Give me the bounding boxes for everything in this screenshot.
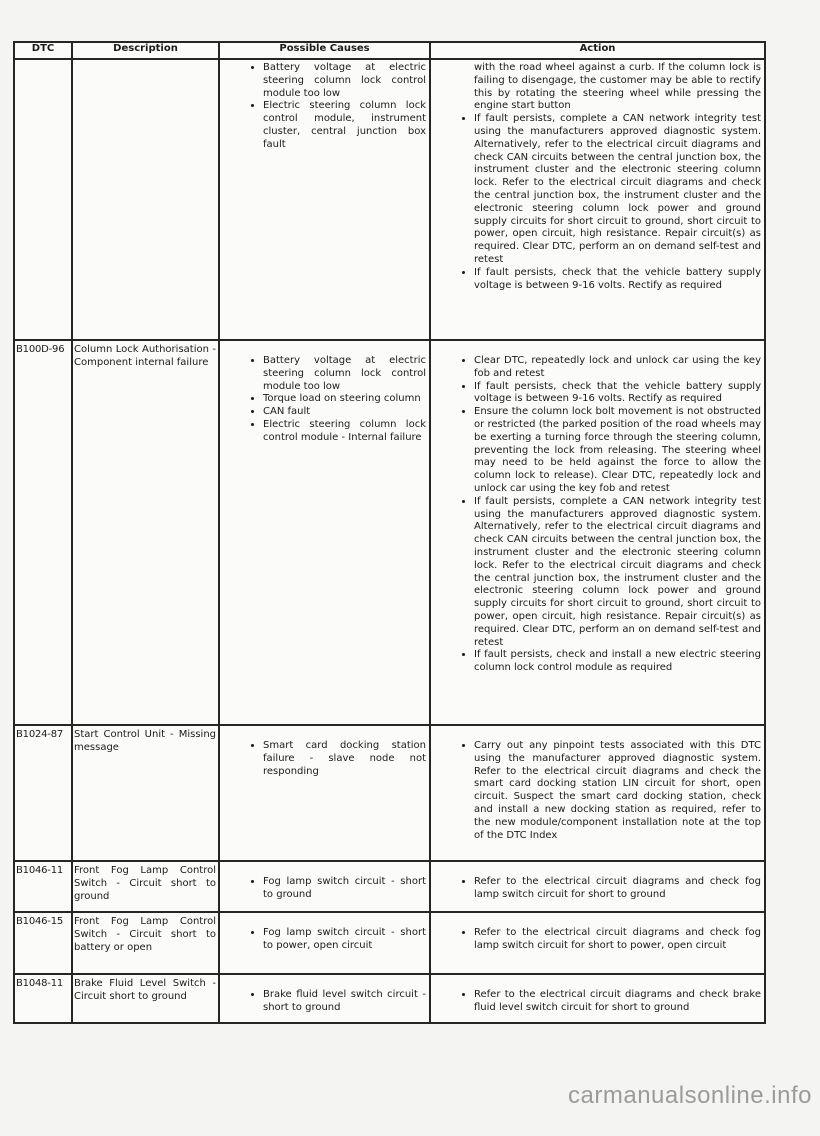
cause-item: • Torque load on steering column <box>263 393 426 406</box>
column-header-description: Description <box>72 42 219 59</box>
dtc-cell: B100D-96 <box>14 340 72 725</box>
action-cell <box>430 59 765 340</box>
dtc-cell: B1024-87 <box>14 725 72 861</box>
action-cell <box>430 974 765 1023</box>
action-continuation-text: with the road wheel against a curb. If the column lock is failing to disengage, the customer may be able to rectify this by rotating the steering wheel while pressing the engine start button <box>474 62 761 112</box>
action-list <box>431 876 761 902</box>
column-header-dtc: DTC <box>14 42 72 59</box>
column-header-action: Action <box>430 42 765 59</box>
table-row <box>14 974 765 1023</box>
action-cell <box>430 912 765 974</box>
possible-causes-cell <box>219 59 430 340</box>
action-item: • Clear DTC, repeatedly lock and unlock car using the key fob and retest <box>474 355 761 381</box>
description-cell: Column Lock Authorisation - Component internal failure <box>72 340 219 725</box>
cause-item: • Electric steering column lock control module - Internal failure <box>263 419 426 445</box>
dtc-cell <box>14 59 72 340</box>
description-cell: Front Fog Lamp Control Switch - Circuit short to battery or open <box>72 912 219 974</box>
action-list <box>431 113 761 292</box>
cause-item: • Battery voltage at electric steering column lock control module too low <box>263 62 426 100</box>
column-header-possible-causes: Possible Causes <box>219 42 430 59</box>
action-item: • If fault persists, check and install a new electric steering column lock control module as required <box>474 649 761 675</box>
action-item: • If fault persists, check that the vehicle battery supply voltage is between 9-16 volts. Rectify as required <box>474 267 761 293</box>
table-row <box>14 725 765 861</box>
action-item: • If fault persists, complete a CAN network integrity test using the manufacturers approved diagnostic system. Alternatively, refer to the electrical circuit diagrams and check CAN circuits between the central junction box, the instrument cluster and the electronic steering column lock. Refer to the electrical circuit diagrams and check the central junction box, the instrument cluster and the electronic steering column lock power and ground supply circuits for short circuit to ground, short circuit to power, open circuit, high resistance. Repair circuit(s) as required. Clear DTC, perform an on demand self-test and retest <box>474 113 761 267</box>
action-item: • Refer to the electrical circuit diagrams and check brake fluid level switch circuit for short to ground <box>474 989 761 1015</box>
possible-causes-list <box>220 989 426 1015</box>
cause-item: • CAN fault <box>263 406 426 419</box>
dtc-cell: B1046-15 <box>14 912 72 974</box>
possible-causes-list <box>220 740 426 778</box>
description-cell <box>72 59 219 340</box>
action-list <box>431 989 761 1015</box>
possible-causes-list <box>220 62 426 152</box>
possible-causes-cell <box>219 340 430 725</box>
table-row <box>14 861 765 912</box>
possible-causes-cell <box>219 861 430 912</box>
action-list <box>431 927 761 953</box>
action-item: • If fault persists, check that the vehicle battery supply voltage is between 9-16 volts. Rectify as required <box>474 381 761 407</box>
cause-item: • Fog lamp switch circuit - short to ground <box>263 876 426 902</box>
action-item: • If fault persists, complete a CAN network integrity test using the manufacturers approved diagnostic system. Alternatively, refer to the electrical circuit diagrams and check CAN circuits between the central junction box, the instrument cluster and the electronic steering column lock. Refer to the electrical circuit diagrams and check the central junction box, the instrument cluster and the electronic steering column lock power and ground supply circuits for short circuit to ground, short circuit to power, open circuit, high resistance. Repair circuit(s) as required. Clear DTC, perform an on demand self-test and retest <box>474 496 761 650</box>
action-item: • Refer to the electrical circuit diagrams and check fog lamp switch circuit for short to power, open circuit <box>474 927 761 953</box>
possible-causes-list <box>220 876 426 902</box>
possible-causes-cell <box>219 912 430 974</box>
description-cell: Front Fog Lamp Control Switch - Circuit short to ground <box>72 861 219 912</box>
cause-item: • Fog lamp switch circuit - short to power, open circuit <box>263 927 426 953</box>
table-row <box>14 59 765 340</box>
table-row <box>14 340 765 725</box>
watermark: carmanualsonline.info <box>568 1082 812 1109</box>
action-item: • Ensure the column lock bolt movement is not obstructed or restricted (the parked position of the road wheels may be exerting a turning force through the steering column, preventing the lock from releasing. The steering wheel may need to be held against the force to allow the column lock to release). Clear DTC, repeatedly lock and unlock car using the key fob and retest <box>474 406 761 496</box>
possible-causes-list <box>220 927 426 953</box>
possible-causes-cell <box>219 974 430 1023</box>
dtc-cell: B1046-11 <box>14 861 72 912</box>
description-cell: Brake Fluid Level Switch - Circuit short to ground <box>72 974 219 1023</box>
cause-item: • Electric steering column lock control module, instrument cluster, central junction box fault <box>263 100 426 151</box>
cause-item: • Smart card docking station failure - slave node not responding <box>263 740 426 778</box>
cause-item: • Battery voltage at electric steering column lock control module too low <box>263 355 426 393</box>
action-cell <box>430 861 765 912</box>
possible-causes-list <box>220 355 426 445</box>
action-list <box>431 740 761 842</box>
table-row <box>14 912 765 974</box>
action-list <box>431 355 761 675</box>
dtc-table <box>13 41 766 1024</box>
action-item: • Carry out any pinpoint tests associated with this DTC using the manufacturer approved diagnostic system. Refer to the electrical circuit diagrams and check the smart card docking station LIN circuit for short, open circuit. Suspect the smart card docking station, check and install a new docking station as required, refer to the new module/component installation note at the top of the DTC Index <box>474 740 761 842</box>
action-cell <box>430 725 765 861</box>
dtc-cell: B1048-11 <box>14 974 72 1023</box>
cause-item: • Brake fluid level switch circuit - short to ground <box>263 989 426 1015</box>
table-header-row <box>14 42 765 59</box>
possible-causes-cell <box>219 725 430 861</box>
action-cell <box>430 340 765 725</box>
description-cell: Start Control Unit - Missing message <box>72 725 219 861</box>
action-item: • Refer to the electrical circuit diagrams and check fog lamp switch circuit for short to ground <box>474 876 761 902</box>
